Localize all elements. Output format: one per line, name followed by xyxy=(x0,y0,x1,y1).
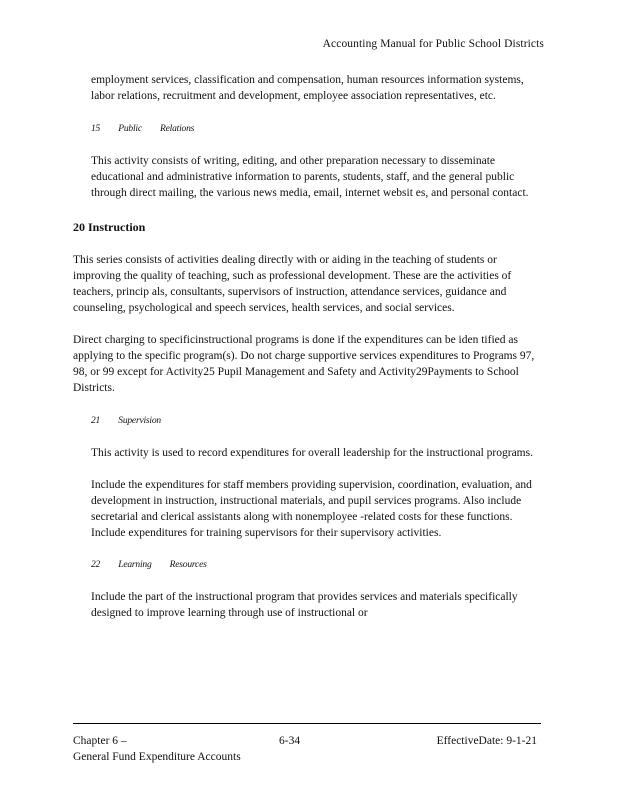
paragraph-supervision-include: Include the expenditures for staff members providing supervision, coordination, evaluation, and development in instruction, instructional materials, and pupil services programs. Also include secretarial and clerical assistants along with nonemployee -related costs for these functions. Include expenditures for training supervisors for their supervisory activities. xyxy=(91,479,532,539)
subheading-21-supervision: 21 Supervision xyxy=(91,416,161,426)
footer-chapter: Chapter 6 – xyxy=(73,735,127,747)
footer-section-title: General Fund Expenditure Accounts xyxy=(73,751,241,763)
footer-effective-date: EffectiveDate: 9-1-21 xyxy=(436,735,537,747)
paragraph-instruction-series: This series consists of activities dealing directly with or aiding in the teaching of students or improving the quality of teaching, such as professional development. These are the activities of teachers, princip als, consultants, supervisors of instruction, attendance services, guidance and counseling, psychological and speech services, health services, and social services. xyxy=(73,254,512,314)
paragraph-direct-charging: Direct charging to specificinstructional programs is done if the expenditures can be iden tified as applying to the specific program(s). Do not charge supportive services expenditures to Programs 97, 98, or 99 except for Activity25 Pupil Management and Safety and Activity29Payments to School Districts. xyxy=(73,334,535,394)
paragraph-employment-services: employment services, classification and compensation, human resources information systems, labor relations, recruitment and development, employee association representatives, etc. xyxy=(91,74,524,102)
running-header: Accounting Manual for Public School Districts xyxy=(322,38,544,50)
subheading-22-learning-resources: 22 Learning Resources xyxy=(91,560,207,570)
paragraph-learning-resources: Include the part of the instructional program that provides services and materials specifically designed to improve learning through use of instructional or xyxy=(91,591,518,619)
footer-page-number: 6-34 xyxy=(279,735,301,747)
heading-20-instruction: 20 Instruction xyxy=(73,220,146,234)
page-body xyxy=(73,72,543,621)
page-footer xyxy=(73,733,541,765)
subheading-15-public-relations: 15 Public Relations xyxy=(91,124,195,134)
footer-divider xyxy=(73,723,541,724)
paragraph-public-relations: This activity consists of writing, editing, and other preparation necessary to disseminate educational and administrative information to parents, students, staff, and the general public through direct mailing, the various news media, email, internet websit es, and personal contact. xyxy=(91,155,529,199)
paragraph-supervision-purpose: This activity is used to record expenditures for overall leadership for the instructional programs. xyxy=(91,447,533,459)
